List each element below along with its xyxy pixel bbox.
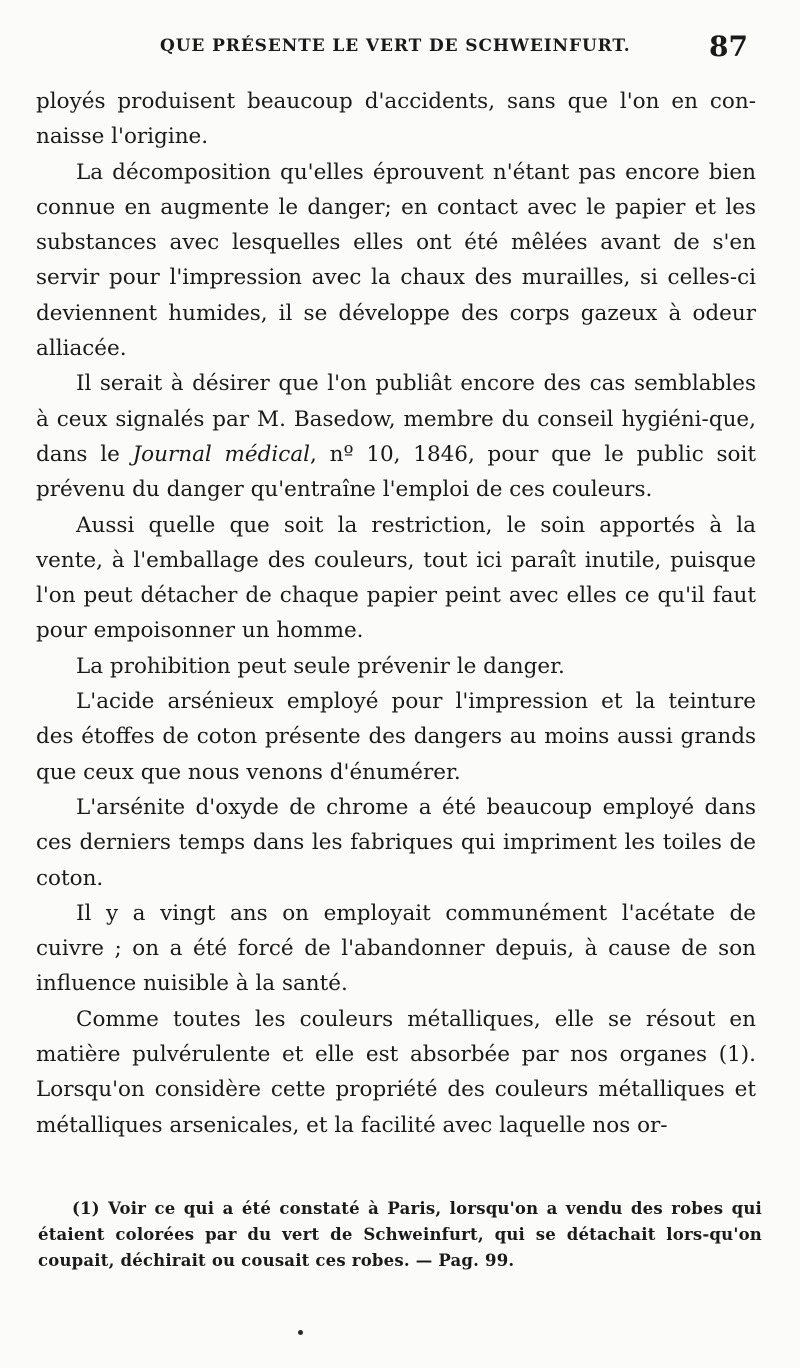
paragraph-7: L'arsénite d'oxyde de chrome a été beaucoup employé dans ces derniers temps dans les fabriques qui impriment les toiles de coton. [36, 794, 756, 891]
paragraph-3-start: Il serait à désirer que l'on publiât encore des cas semblables à ceux signalés par M. Basedow, membre du conseil hygiéni-que, dans le [36, 371, 756, 467]
journal-title: Journal médical [132, 441, 311, 467]
paragraph-6: L'acide arsénieux employé pour l'impression et la teinture des étoffes de coton présente des dangers au moins aussi grands que ceux que nous venons d'énumérer. [36, 689, 756, 785]
paragraph-3-end: , nº 10, 1846, pour que le public soit prévenu du danger qu'entraîne l'emploi de ces couleurs. [36, 441, 756, 503]
page-number: 87 [709, 30, 748, 63]
running-title: QUE PRÉSENTE LE VERT DE SCHWEINFURT. [160, 36, 631, 56]
paragraph-3 [36, 366, 756, 507]
footnote [38, 1196, 762, 1274]
paragraph-4: Aussi quelle que soit la restriction, le soin apportés à la vente, à l'emballage des couleurs, tout ici paraît inutile, puisque l'on peut détacher de chaque papier peint avec elles ce qu'il faut pour empoisonner un homme. [36, 512, 756, 644]
paragraph-8: Il y a vingt ans on employait communément l'acétate de cuivre ; on a été forcé de l'abandonner depuis, à cause de son influence nuisible à la santé. [36, 900, 756, 997]
paragraph-5: La prohibition peut seule prévenir le danger. [76, 653, 565, 679]
ink-speck [298, 1330, 303, 1335]
page-header [0, 30, 800, 70]
paragraph-2: La décomposition qu'elles éprouvent n'étant pas encore bien connue en augmente le danger; en contact avec le papier et les substances avec lesquelles elles ont été mêlées avant de s'en servir pour l'impression avec la chaux des murailles, si celles-ci deviennent humides, il se développe des corps gazeux à odeur alliacée. [36, 159, 756, 362]
paragraph-1: ployés produisent beaucoup d'accidents, sans que l'on en con-naisse l'origine. [36, 89, 756, 150]
body-text [36, 84, 756, 1143]
paragraph-9: Comme toutes les couleurs métalliques, elle se résout en matière pulvérulente et elle est absorbée par nos organes (1). Lorsqu'on considère cette propriété des couleurs métalliques et métalliques arsenicales, et la facilité avec laquelle nos or- [36, 1006, 756, 1138]
footnote-text: (1) Voir ce qui a été constaté à Paris, lorsqu'on a vendu des robes qui étaient colorées par du vert de Schweinfurt, qui se détachait lors-qu'on coupait, déchirait ou cousait ces robes. — Pag. 99. [38, 1199, 762, 1270]
